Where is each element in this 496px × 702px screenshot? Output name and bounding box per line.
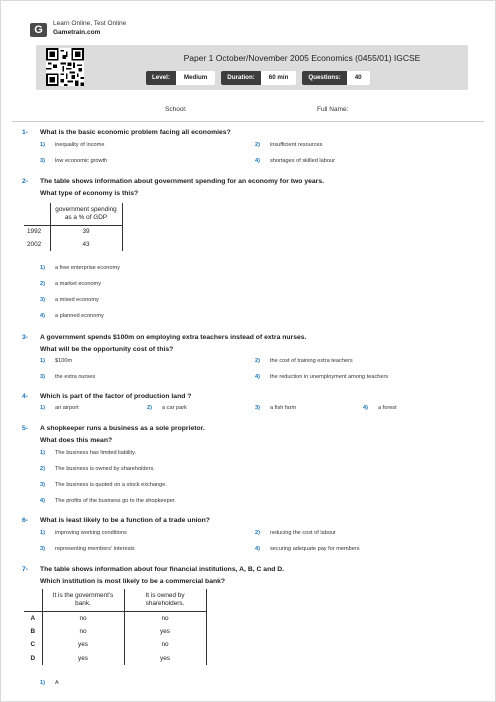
option[interactable] [147,405,187,411]
meta-questions [302,71,369,85]
option-text: securing adequate pay for members [270,546,360,552]
meta-value: 60 min [261,71,297,85]
table-cell: yes [42,638,124,652]
year-cell: 1992 [24,225,50,238]
option-text: $100m [55,358,73,364]
option-text: shortages of skilled labour [270,158,335,164]
option-text: The business has limited liability. [55,450,137,456]
option-number: 1) [40,530,45,536]
paper-title: Paper 1 October/November 2005 Economics (0455/01) IGCSE [183,53,421,63]
option-number: 4) [255,546,260,552]
table-row [24,225,122,238]
table-row [24,652,206,666]
option-number: 1) [40,142,45,148]
table-cell: no [42,625,124,639]
option-text: reducing the cost of labour [270,530,336,536]
option-number: 2) [255,530,260,536]
option[interactable] [40,313,104,319]
table-header [124,589,206,611]
institutions-table [24,589,207,665]
school-label: School: [165,106,187,113]
table-cell: yes [42,652,124,666]
option-number: 3) [255,405,260,411]
divider [12,121,484,122]
question-number: 1- [22,129,29,136]
header-line: It is owned by [145,591,185,599]
option-text: improving working conditions [55,530,127,536]
table-cell [24,203,50,225]
option-number: 4) [255,158,260,164]
meta-value: 40 [347,71,370,85]
table-cell: yes [124,625,206,639]
question-subtext: What will be the opportunity cost of this? [40,346,174,353]
option[interactable] [40,158,107,164]
table-cell: no [124,611,206,625]
option-text: a market economy [55,281,102,287]
option[interactable] [255,358,353,364]
option-number: 2) [255,142,260,148]
option-number: 3) [40,546,45,552]
gametrain-logo-icon: G [30,23,47,37]
table-row [24,238,122,251]
header-line: It is the government's [52,591,114,599]
option[interactable] [40,498,176,504]
option-number: 2) [147,405,152,411]
question-number: 4- [22,393,29,400]
table-cell [24,589,42,611]
question-text: Which is part of the factor of production land ? [40,393,192,400]
question-text: The table shows information about four financial institutions, A, B, C and D. [40,566,285,573]
option-text: The profits of the business go to the shopkeeper. [55,498,176,504]
option-number: 4) [40,498,45,504]
option[interactable] [40,530,127,536]
option-number: 3) [40,374,45,380]
paper-meta [146,71,370,85]
option[interactable] [40,265,120,271]
header-line: shareholders. [145,599,185,607]
option-number: 4) [255,374,260,380]
brand-site: Gametrain.com [53,29,101,36]
question-number: 6- [22,517,29,524]
option[interactable] [40,297,99,303]
table-row [24,638,206,652]
option[interactable] [40,450,136,456]
option[interactable] [363,405,397,411]
option-text: a forest [378,405,397,411]
question-number: 5- [22,425,29,432]
option-text: a fish farm [270,405,297,411]
question-subtext: What type of economy is this? [40,190,139,197]
option[interactable] [40,358,72,364]
row-label: D [30,654,36,662]
option-text: low economic growth [55,158,108,164]
option-number: 1) [40,358,45,364]
option[interactable] [40,405,79,411]
option[interactable] [255,530,336,536]
table-row [24,611,206,625]
question-text: What is the basic economic problem facing all economies? [40,129,231,136]
question-number: 3- [22,334,29,341]
table-header [42,589,124,611]
meta-key: Questions: [302,71,346,85]
option-text: a planned economy [55,313,104,319]
question-text: The table shows information about government spending for an economy for two years. [40,178,324,185]
question-number: 2- [22,178,29,185]
question-subtext: Which institution is most likely to be a commercial bank? [40,578,226,585]
option-text: The business is quoted on a stock exchange. [55,482,167,488]
option-number: 2) [255,358,260,364]
question-text: A government spends $100m on employing extra teachers instead of extra nurses. [40,334,307,341]
option[interactable] [40,374,95,380]
option-text: the extra nurses [55,374,96,380]
option-text: A [55,680,59,686]
option-text: the reduction in unemployment among teachers [270,374,389,380]
option[interactable] [40,142,104,148]
option-text: a free enterprise economy [55,265,120,271]
meta-value: Medium [176,71,215,85]
meta-key: Level: [146,71,176,85]
row-label: C [30,641,36,649]
option[interactable] [40,281,101,287]
option[interactable] [40,680,59,686]
option[interactable] [255,158,335,164]
option-text: inequality of income [55,142,105,148]
paper-header [36,45,468,90]
option-number: 3) [40,297,45,303]
meta-duration [221,71,296,85]
row-label: A [24,611,42,625]
option[interactable] [255,142,322,148]
option-number: 1) [40,450,45,456]
question-text: What is least likely to be a function of a trade union? [40,517,210,524]
full-name-label: Full Name: [317,106,349,113]
brand-tagline: Learn Online, Test Online [53,20,127,27]
option-text: a mixed economy [55,297,99,303]
option-number: 4) [363,405,368,411]
header-line: government spending [55,205,117,213]
option-number: 2) [40,466,45,472]
year-cell: 2002 [27,241,42,248]
table-cell: no [42,611,124,625]
option-number: 1) [40,680,45,686]
option[interactable] [255,405,296,411]
table-row [24,625,206,639]
meta-level [146,71,215,85]
option-number: 3) [40,482,45,488]
option-text: a car park [162,405,187,411]
question-number: 7- [22,566,29,573]
question-text: A shopkeeper runs a business as a sole proprietor. [40,425,205,432]
table-cell: yes [124,652,206,666]
question-subtext: What does this mean? [40,437,113,444]
value-cell: 43 [50,238,122,251]
option-text: the cost of training extra teachers [270,358,353,364]
header-line: bank. [75,599,91,607]
option-number: 2) [40,281,45,287]
option-text: insufficient resources [270,142,323,148]
option[interactable] [40,482,167,488]
option-text: representing members' interests [55,546,135,552]
option-number: 3) [40,158,45,164]
option[interactable] [255,546,360,552]
option-text: an airport [55,405,79,411]
table-cell: no [124,638,206,652]
meta-key: Duration: [221,71,261,85]
row-label: B [30,627,36,635]
table-header [50,203,122,225]
option-number: 1) [40,265,45,271]
spending-table [24,203,123,251]
header-line: as a % of GDP [64,213,108,221]
option[interactable] [40,546,135,552]
option-number: 4) [40,313,45,319]
option[interactable] [255,374,388,380]
option[interactable] [40,466,155,472]
option-number: 1) [40,405,45,411]
option-text: The business is owned by shareholders. [55,466,155,472]
value-cell: 39 [50,225,122,238]
